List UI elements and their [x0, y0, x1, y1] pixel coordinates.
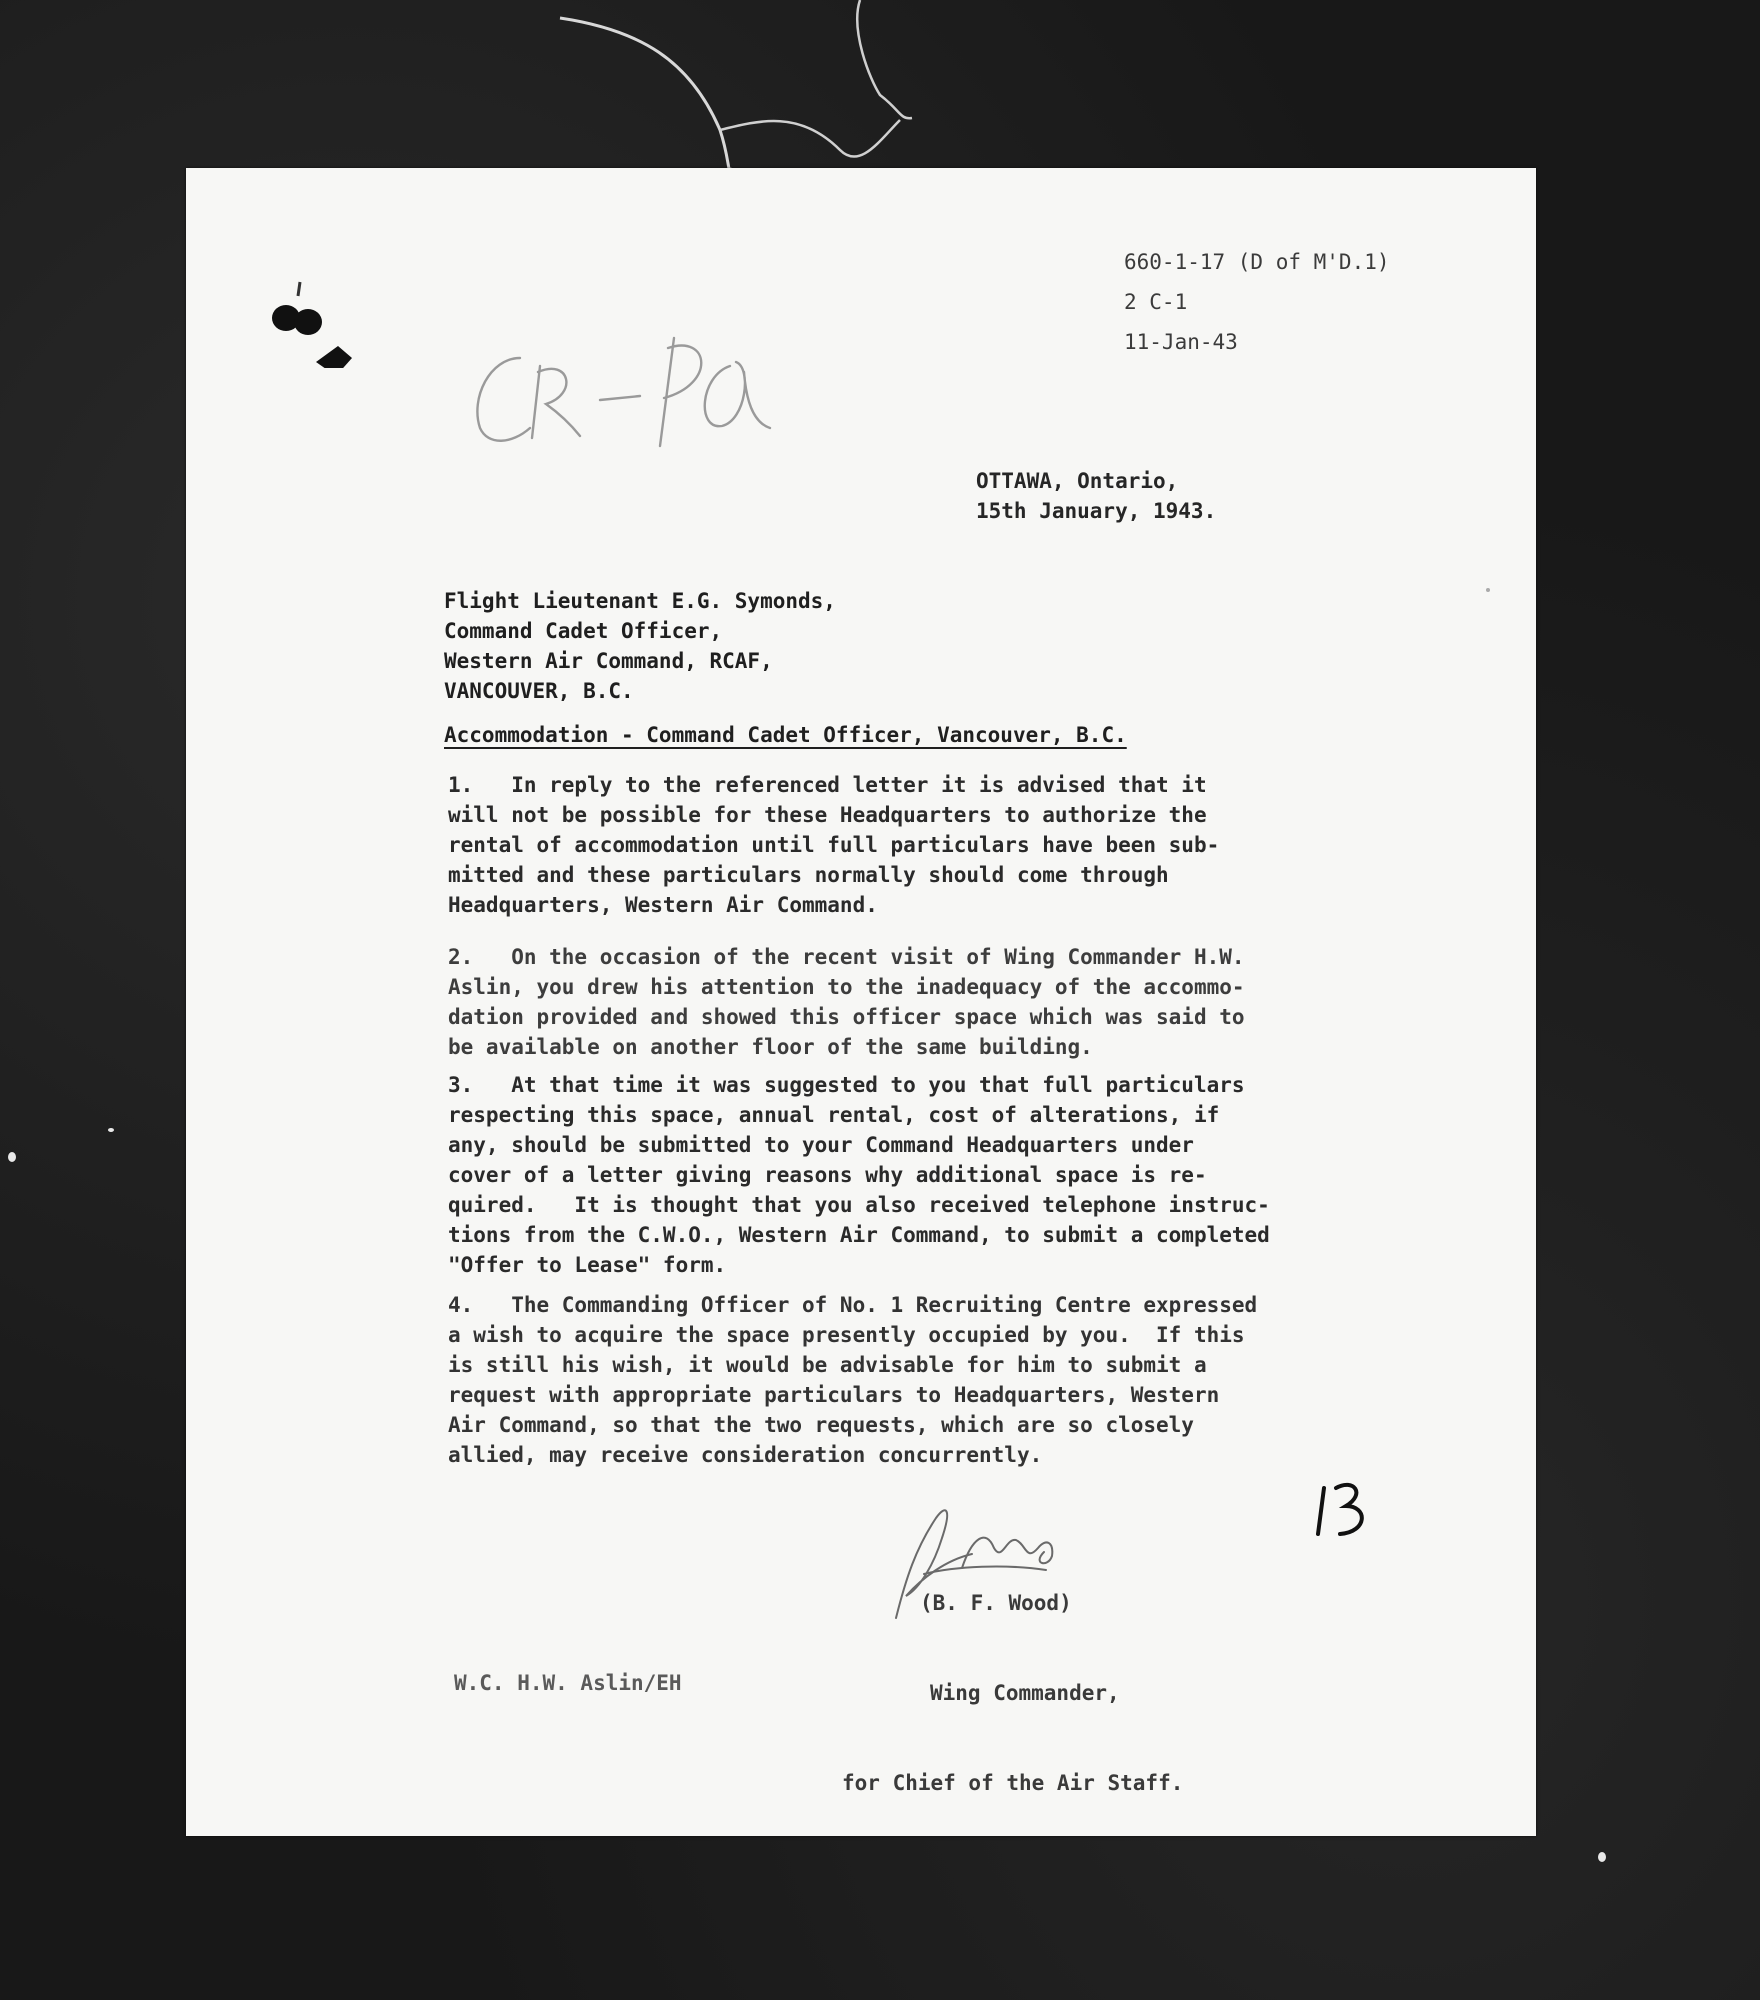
paragraph-line: quired. It is thought that you also received telephone instruc-: [448, 1193, 1270, 1217]
paragraph-line: request with appropriate particulars to Headquarters, Western: [448, 1383, 1220, 1407]
paragraph-3: [448, 1070, 1378, 1280]
letter-date: 15th January, 1943.: [976, 499, 1217, 523]
file-reference: 660-1-17 (D of M'D.1): [1124, 250, 1390, 274]
signatory-authority: for Chief of the Air Staff.: [842, 1771, 1184, 1795]
typist-initials: W.C. H.W. Aslin/EH: [454, 1671, 682, 1695]
paragraph-2: [448, 942, 1378, 1062]
paragraph-line: will not be possible for these Headquarters to authorize the: [448, 803, 1207, 827]
handwritten-pencil-note: [460, 318, 790, 458]
paragraph-line: any, should be submitted to your Command Headquarters under: [448, 1133, 1194, 1157]
place-date-block: [976, 466, 1216, 526]
recipient-line: Command Cadet Officer,: [444, 619, 723, 643]
handwritten-page-number: [1310, 1474, 1380, 1544]
background-speck: [108, 1128, 114, 1132]
paragraph-line: a wish to acquire the space presently occupied by you. If this: [448, 1323, 1245, 1347]
paragraph-line: dation provided and showed this officer space which was said to: [448, 1005, 1245, 1029]
paragraph-line: be available on another floor of the same building.: [448, 1035, 1093, 1059]
paper-speck: [1486, 588, 1490, 592]
paragraph-line: allied, may receive consideration concurrently.: [448, 1443, 1043, 1467]
paragraph-line: tions from the C.W.O., Western Air Command, to submit a completed: [448, 1223, 1270, 1247]
paragraph-line: 3. At that time it was suggested to you that full particulars: [448, 1073, 1245, 1097]
paragraph-line: 4. The Commanding Officer of No. 1 Recruiting Centre expressed: [448, 1293, 1258, 1317]
place: OTTAWA, Ontario,: [976, 469, 1179, 493]
recipient-line: VANCOUVER, B.C.: [444, 679, 634, 703]
background-speck: [1598, 1852, 1606, 1862]
paragraph-line: mitted and these particulars normally should come through: [448, 863, 1169, 887]
paragraph-line: is still his wish, it would be advisable for him to submit a: [448, 1353, 1207, 1377]
paragraph-line: Aslin, you drew his attention to the inadequacy of the accommo-: [448, 975, 1245, 999]
paragraph-line: "Offer to Lease" form.: [448, 1253, 727, 1277]
signatory-name: (B. F. Wood): [920, 1591, 1072, 1615]
paragraph-line: cover of a letter giving reasons why additional space is re-: [448, 1163, 1207, 1187]
subject-line: Accommodation - Command Cadet Officer, Vancouver, B.C.: [444, 723, 1127, 747]
recipient-line: Western Air Command, RCAF,: [444, 649, 773, 673]
file-code: 2 C-1: [1124, 290, 1188, 314]
recipient-address: [444, 586, 836, 706]
paragraph-line: 2. On the occasion of the recent visit of Wing Commander H.W.: [448, 945, 1245, 969]
paragraph-1: [448, 770, 1378, 920]
letter-page: [186, 168, 1536, 1836]
paragraph-line: Air Command, so that the two requests, which are so closely: [448, 1413, 1194, 1437]
paragraph-line: Headquarters, Western Air Command.: [448, 893, 878, 917]
background-speck: [8, 1152, 16, 1162]
file-date: 11-Jan-43: [1124, 330, 1238, 354]
paragraph-line: rental of accommodation until full particulars have been sub-: [448, 833, 1220, 857]
signatory-rank: Wing Commander,: [930, 1681, 1120, 1705]
paragraph-4: [448, 1290, 1378, 1470]
file-reference-block: [1124, 242, 1390, 362]
paragraph-line: 1. In reply to the referenced letter it is advised that it: [448, 773, 1207, 797]
recipient-line: Flight Lieutenant E.G. Symonds,: [444, 589, 836, 613]
punch-hole-marks: [250, 258, 360, 368]
signature-block: [842, 1528, 1183, 1836]
paragraph-line: respecting this space, annual rental, cost of alterations, if: [448, 1103, 1220, 1127]
